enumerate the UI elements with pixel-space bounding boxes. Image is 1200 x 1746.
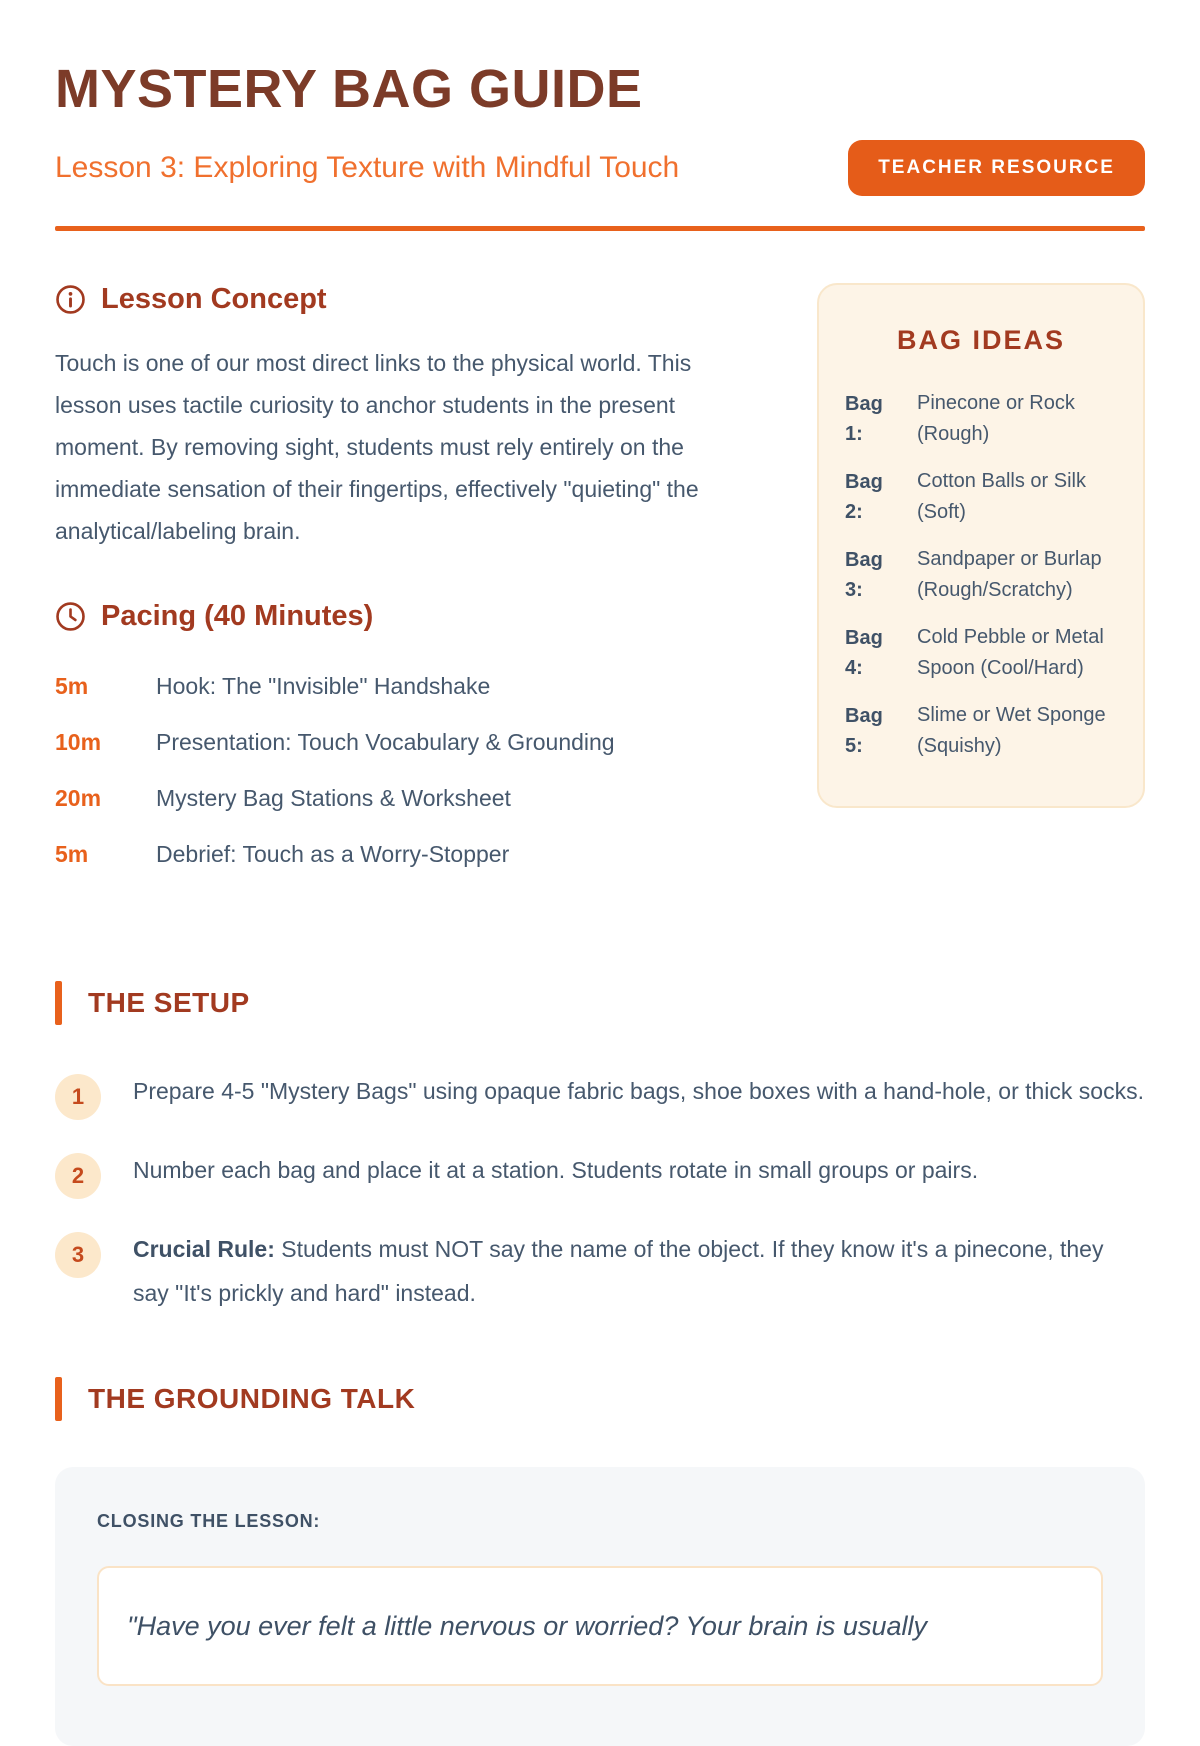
bag-idea-row	[845, 466, 1117, 528]
pacing-label: Mystery Bag Stations & Worksheet	[156, 785, 511, 811]
setup-steps	[55, 1069, 1145, 1315]
pacing-row	[55, 673, 769, 700]
bag-value: Cotton Balls or Silk (Soft)	[917, 470, 1086, 523]
pacing-label: Hook: The "Invisible" Handshake	[156, 673, 491, 699]
step-number-badge: 1	[55, 1074, 101, 1120]
content-columns	[55, 283, 1145, 897]
setup-title: THE SETUP	[88, 987, 250, 1018]
step-number-badge: 3	[55, 1232, 101, 1278]
pacing-title: Pacing (40 Minutes)	[101, 600, 374, 632]
teacher-resource-badge: TEACHER RESOURCE	[848, 140, 1145, 196]
bag-idea-row	[845, 700, 1117, 762]
setup-section	[55, 981, 1145, 1315]
lesson-concept-title: Lesson Concept	[101, 283, 327, 315]
step-text	[133, 1069, 1144, 1113]
setup-heading	[55, 981, 1145, 1025]
setup-step	[55, 1227, 1145, 1315]
pacing-label: Debrief: Touch as a Worry-Stopper	[156, 841, 510, 867]
bag-value: Pinecone or Rock (Rough)	[917, 392, 1075, 445]
lesson-concept-body: Touch is one of our most direct links to the physical world. This lesson uses tactile curiosity to anchor students in the present moment. By removing sight, students must rely entirely on the immediate sensation of their fingertips, effectively "quieting" the analytical/labeling brain.	[55, 350, 699, 544]
bag-label: Bag 4:	[845, 627, 883, 679]
grounding-title: THE GROUNDING TALK	[88, 1383, 416, 1414]
bag-value: Cold Pebble or Metal Spoon (Cool/Hard)	[917, 626, 1104, 679]
pacing-list	[55, 673, 769, 868]
pacing-row	[55, 729, 769, 756]
pacing-time: 20m	[55, 785, 102, 811]
closing-quote: "Have you ever felt a little nervous or worried? Your brain is usually	[127, 1611, 927, 1641]
setup-step	[55, 1069, 1145, 1120]
bag-ideas-panel	[817, 283, 1145, 808]
setup-step	[55, 1148, 1145, 1199]
bag-value: Slime or Wet Sponge (Squishy)	[917, 704, 1106, 757]
pacing-row	[55, 785, 769, 812]
step-body: Number each bag and place it at a station. Students rotate in small groups or pairs.	[133, 1157, 979, 1183]
lesson-concept-heading	[55, 283, 769, 316]
header	[55, 58, 1145, 231]
bag-label: Bag 3:	[845, 549, 883, 601]
bag-label: Bag 5:	[845, 705, 883, 757]
step-number-badge: 2	[55, 1153, 101, 1199]
lesson-subtitle: Lesson 3: Exploring Texture with Mindful Touch	[55, 151, 680, 184]
main-column	[55, 283, 769, 897]
bag-label: Bag 1:	[845, 393, 883, 445]
bag-label: Bag 2:	[845, 471, 883, 523]
subtitle-row	[55, 140, 1145, 196]
info-icon	[55, 284, 86, 315]
step-body: Prepare 4-5 "Mystery Bags" using opaque fabric bags, shoe boxes with a hand-hole, or thick socks.	[133, 1078, 1144, 1104]
bag-value: Sandpaper or Burlap (Rough/Scratchy)	[917, 548, 1102, 601]
section-accent-bar	[55, 1377, 62, 1421]
pacing-time: 5m	[55, 673, 89, 699]
grounding-section	[55, 1377, 1145, 1746]
step-text	[133, 1148, 978, 1192]
bag-idea-row	[845, 544, 1117, 606]
bag-idea-row	[845, 622, 1117, 684]
pacing-time: 5m	[55, 841, 89, 867]
step-lead: Crucial Rule:	[133, 1236, 275, 1262]
pacing-time: 10m	[55, 729, 102, 755]
bag-idea-row	[845, 388, 1117, 450]
bag-ideas-title: BAG IDEAS	[896, 325, 1066, 355]
step-text	[133, 1227, 1145, 1315]
clock-icon	[55, 601, 86, 632]
pacing-row	[55, 841, 769, 868]
closing-panel	[55, 1467, 1145, 1746]
quote-box	[97, 1566, 1103, 1686]
section-accent-bar	[55, 981, 62, 1025]
closing-label: CLOSING THE LESSON:	[97, 1511, 321, 1531]
header-divider	[55, 226, 1145, 231]
pacing-heading	[55, 600, 769, 633]
grounding-heading	[55, 1377, 1145, 1421]
step-body: Students must NOT say the name of the object. If they know it's a pinecone, they say "It's prickly and hard" instead.	[133, 1236, 1104, 1306]
page-title: MYSTERY BAG GUIDE	[55, 59, 643, 119]
pacing-label: Presentation: Touch Vocabulary & Grounding	[156, 729, 615, 755]
